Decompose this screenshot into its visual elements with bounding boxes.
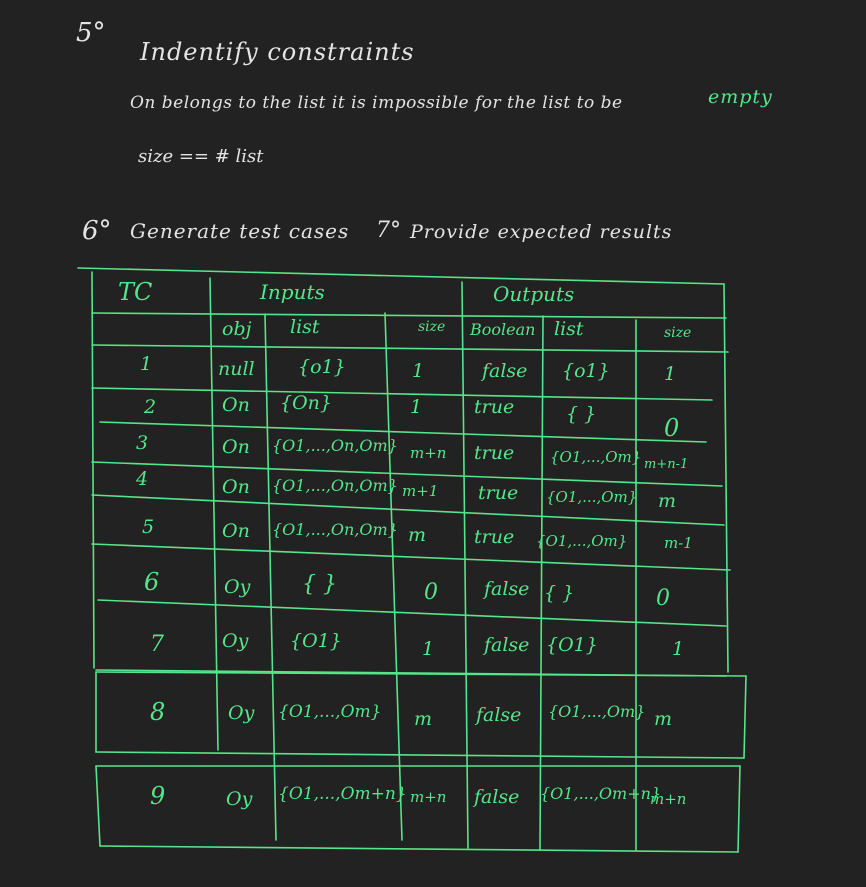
- table-cell: null: [218, 358, 255, 380]
- table-cell: Oy: [226, 788, 253, 810]
- step7-number: 7°: [376, 218, 401, 243]
- grid-line: [78, 268, 724, 284]
- table-cell: true: [474, 396, 515, 418]
- table-cell: m: [408, 524, 427, 546]
- table-cell: {O1,...,Om+n}: [278, 784, 407, 804]
- constraint-word-empty: empty: [708, 86, 773, 108]
- table-cell: {On}: [280, 392, 332, 414]
- size-constraint-line: size == # list: [138, 146, 264, 167]
- step6-title: Generate test cases: [130, 219, 350, 243]
- table-cell: On: [222, 394, 250, 416]
- step5-title: Indentify constraints: [140, 38, 415, 66]
- table-cell: {o1}: [298, 356, 346, 378]
- step6-number: 6°: [82, 216, 112, 246]
- grid-line: [100, 846, 738, 852]
- table-cell: {O1}: [290, 630, 342, 652]
- grid-line: [92, 345, 728, 352]
- grid-line: [92, 272, 94, 668]
- table-cell: { }: [566, 403, 597, 425]
- table-cell: false: [484, 634, 530, 656]
- table-cell: Oy: [224, 576, 251, 598]
- table-cell: {O1,...,On,Om}: [272, 436, 398, 455]
- grid-line: [100, 422, 706, 442]
- table-cell: Oy: [228, 702, 255, 724]
- table-cell: true: [474, 526, 515, 548]
- table-cell: 9: [150, 782, 166, 810]
- table-cell: 0: [664, 414, 680, 442]
- table-cell: 0: [656, 586, 670, 611]
- table-cell: m+1: [402, 482, 439, 500]
- table-cell: false: [476, 704, 522, 726]
- table-cell: {O1,...,On,Om}: [272, 520, 398, 539]
- grid-line: [92, 388, 712, 400]
- table-cell: m+n: [650, 790, 687, 808]
- table-cell: true: [478, 482, 519, 504]
- table-cell: 1: [140, 353, 153, 375]
- step5-number: 5°: [76, 18, 106, 48]
- table-cell: 6: [144, 568, 160, 596]
- table-cell: m: [654, 708, 673, 730]
- subheader-size-out: size: [664, 325, 692, 341]
- table-cell: m+n-1: [644, 457, 689, 472]
- table-cell: false: [474, 786, 520, 808]
- subheader-obj: obj: [222, 318, 252, 340]
- grid-line: [462, 282, 468, 848]
- table-cell: { }: [544, 582, 575, 604]
- table-cell: m+n: [410, 444, 447, 462]
- table-cell: 8: [150, 698, 166, 726]
- grid-line: [385, 313, 402, 840]
- table-cell: m+n: [410, 788, 447, 806]
- grid-line: [744, 676, 746, 758]
- table-cell: On: [222, 476, 250, 498]
- table-cell: {O1}: [546, 634, 598, 656]
- table-cell: false: [484, 578, 530, 600]
- table-cell: 1: [422, 638, 435, 660]
- table-cell: {o1}: [562, 360, 610, 382]
- subheader-list: list: [290, 316, 320, 338]
- table-cell: {O1,...,Om}: [536, 532, 628, 550]
- table-cell: 1: [664, 363, 677, 385]
- table-cell: { }: [302, 572, 337, 597]
- grid-line: [210, 278, 218, 750]
- table-cell: {O1,...,Om+n}: [540, 784, 662, 803]
- subheader-list-out: list: [554, 318, 584, 340]
- table-cell: 1: [410, 396, 423, 418]
- table-cell: 7: [150, 632, 164, 657]
- grid-line: [96, 752, 744, 758]
- table-cell: 1: [672, 638, 685, 660]
- table-cell: m-1: [664, 534, 693, 552]
- grid-line: [98, 600, 726, 626]
- table-cell: true: [474, 442, 515, 464]
- subheader-size: size: [418, 319, 446, 335]
- table-cell: m: [658, 490, 677, 512]
- grid-line: [96, 766, 100, 846]
- header-tc: TC: [118, 278, 153, 306]
- grid-line: [724, 284, 728, 672]
- grid-line: [265, 314, 276, 840]
- table-cell: {O1,...,Om}: [548, 702, 646, 721]
- table-cell: On: [222, 436, 250, 458]
- constraint-line: On belongs to the list it is impossible for the list to be: [130, 93, 623, 113]
- table-cell: m: [414, 708, 433, 730]
- table-cell: {O1,...,Om}: [550, 448, 642, 466]
- table-cell: 4: [136, 468, 149, 490]
- step7-title: Provide expected results: [410, 221, 673, 243]
- grid-line: [92, 313, 726, 318]
- grid-line: [738, 766, 740, 852]
- table-cell: 2: [144, 396, 157, 418]
- table-cell: 1: [412, 360, 425, 382]
- table-cell: 5: [142, 516, 155, 538]
- table-cell: false: [482, 360, 528, 382]
- table-cell: {O1,...,On,Om}: [272, 476, 398, 495]
- header-outputs: Outputs: [493, 282, 575, 306]
- table-cell: Oy: [222, 630, 249, 652]
- table-cell: 0: [424, 580, 438, 605]
- table-cell: On: [222, 520, 250, 542]
- table-cell: {O1,...,Om}: [546, 488, 638, 506]
- table-cell: {O1,...,Om}: [278, 702, 382, 722]
- subheader-boolean: Boolean: [470, 320, 536, 339]
- grid-line: [92, 544, 730, 570]
- header-inputs: Inputs: [260, 280, 325, 304]
- table-cell: 3: [136, 432, 149, 454]
